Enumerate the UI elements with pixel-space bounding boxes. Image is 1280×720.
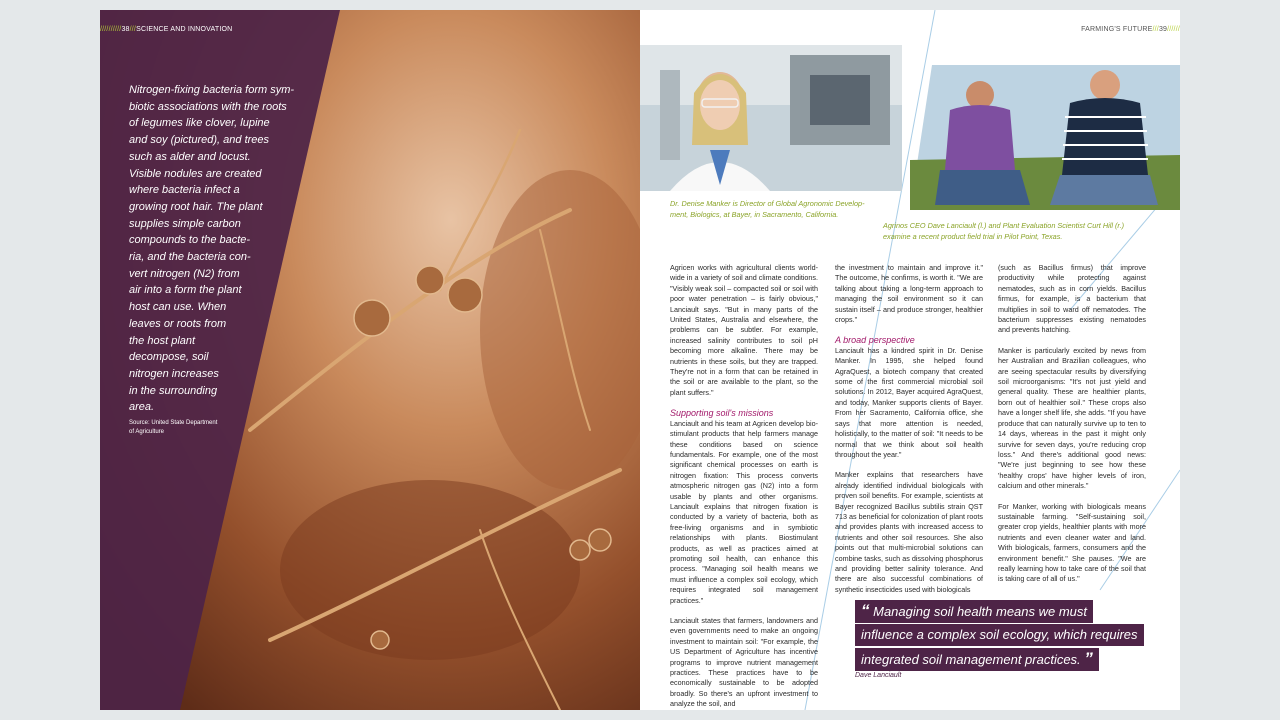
paragraph: Agricen works with agricultural clients world-wide in a variety of soil and climate conditions. "Visibly weak soil – compacted soil or soil with poor water penetration – is fairly obvious," Lanciault says. "But in many parts of the United States, Australia and elsewhere, the problems can be subtler. For example, increased salinity contributes to soil pH becoming more alkaline. There may be nutrients in these soils, but they are trapped. They're not in a form that can be retained in the soil or are available to the plant, so the plant suffers." bbox=[670, 263, 818, 397]
lab-scientist-photo bbox=[640, 45, 902, 191]
page-number-right: 39 bbox=[1158, 26, 1168, 33]
article-column-2 bbox=[835, 263, 983, 605]
paragraph: Manker is particularly excited by news from her Australian and Brazilian colleagues, who are seeing spectacular results by diversifying soil microorganisms: "It's not just yield and general quality. These are healthier plants, born out of healthier soil." These crops also have a longer shelf life, she adds. "If you have produce that can naturally survive up to ten to 14 days, whereas in the past it might only survive for seven days, you're reducing crop loss." And there's additional good news: "We're just beginning to see how these 'healthy crops' have higher levels of iron, calcium and other minerals." bbox=[998, 345, 1146, 491]
paragraph: Manker explains that researchers have already identified individual biologicals with proven soil benefits. For example, scientists at Bayer recognized Bacillus subtilis strain QST 713 as beneficial for colonization of plant roots and provides plants with increased access to nutrients and other soil resources. She also points out that multi-microbial solutions can combine tasks, such as dissolving phosphorus and providing better salinity tolerance. And there are also successful combinations of synthetic insecticides used with biologicals bbox=[835, 470, 983, 594]
article-column-1 bbox=[670, 263, 818, 710]
sidebar-text: Nitrogen-fixing bacteria form sym- biotic associations with the roots of legumes like clover, lupine and soy (pictured), and trees such as alder and locust. Visible nodules are created where bacteria infect a growing root hair. The plant supplies simple carbon compounds to the bacte- ria, and the bacteria con- vert nitrogen (N2) from air into a form the plant host can use. When leaves or roots from the host plant decompose, soil nitrogen increases in the surrounding area. Source: United State Department of Agriculture bbox=[129, 84, 295, 435]
subheading-broad-perspective: A broad perspective bbox=[835, 335, 915, 346]
field-trial-photo bbox=[910, 65, 1180, 210]
pull-quote-line-1: “ Managing soil health means we must bbox=[855, 600, 1093, 623]
subheading-supporting-soil: Supporting soil's missions bbox=[670, 408, 774, 419]
paragraph: Lanciault states that farmers, landowners and even governments need to make an ongoing investment to maintain soil: "For example, the US Department of Agriculture has incentive programs to improve nutrient management practices. These practices have to be economically sustainable to be adopted broadly. So there's an upfront investment to analyze the soil, and bbox=[670, 616, 818, 709]
section-title: SCIENCE AND INNOVATION bbox=[136, 26, 233, 33]
left-page bbox=[100, 10, 640, 710]
right-page bbox=[640, 10, 1180, 710]
lab-photo-caption: Dr. Denise Manker is Director of Global Agronomic Develop- ment, Biologics, at Bayer, in Sacramento, California. bbox=[670, 199, 865, 219]
magazine-spread bbox=[100, 10, 1180, 710]
running-title: FARMING'S FUTURE bbox=[1081, 26, 1153, 33]
pull-quote-attribution: Dave Lanciault bbox=[855, 672, 902, 679]
article-column-3 bbox=[998, 263, 1146, 595]
sidebar-source: Source: United State Department of Agriculture bbox=[129, 420, 218, 435]
paragraph: the investment to maintain and improve it." The outcome, he confirms, is worth it. "We are talking about taking a long-term approach to managing the soil environment so it can sustain itself – and produce stronger, healthier crops." bbox=[835, 263, 983, 325]
paragraph: Lanciault and his team at Agricen develop bio-stimulant products that help farmers manage these conditions based on science fundamentals. For example, one of the most significant chemical processes on earth is nitrogen fixation: This process converts atmospheric nitrogen gas (N2) into a form usable by plants and other organisms. Lanciault explains that nitrogen fixation is conducted by a variety of bacteria, both as free-living organisms and in symbiotic relationships with plants. Biostimulant products, as well as practices aimed at promoting soil health, can enhance this process. "Managing soil health means we must influence a complex soil ecology, which requires integrated soil management practices." bbox=[670, 418, 818, 605]
field-photo-caption: Agrinos CEO Dave Lanciault (l.) and Plant Evaluation Scientist Curt Hill (r.) examine a recent product field trial in Pilot Point, Texas. bbox=[883, 221, 1125, 241]
close-quote-icon: ” bbox=[1084, 649, 1093, 668]
open-quote-icon: “ bbox=[861, 601, 870, 620]
left-page-header: //////////38///SCIENCE AND INNOVATION bbox=[100, 26, 233, 33]
paragraph: Lanciault has a kindred spirit in Dr. Denise Manker. In 1995, she helped found AgraQuest, a biotech company that created some of the first commercial microbial soil solutions. In 2012, Bayer acquired AgraQuest, and today, Manker supports clients of Bayer. From her Sacramento, California office, she says that more attention is needed, holistically, to the matter of soil: "It needs to be normal that we think about soil health throughout the year." bbox=[835, 345, 983, 459]
paragraph: (such as Bacillus firmus) that improve productivity while protecting against nematodes, such as in corn yields. Bacillus firmus, for example, is a bacterium that multiplies in soil to ward off nematodes. The bacterium suppresses existing nematodes and prevents hatching. bbox=[998, 263, 1146, 335]
paragraph: For Manker, working with biologicals means sustainable farming. "Self-sustaining soil, greater crop yields, healthier plants with more nutrients and even cleaner water and land. With biologicals, farmers, consumers and the environment benefit." She pauses. "We are really learning how to take care of the soil that is taking care of all of us." bbox=[998, 501, 1146, 584]
page-number-left: 38 bbox=[121, 26, 130, 33]
right-page-header: FARMING'S FUTURE///39////// bbox=[1081, 26, 1180, 33]
pull-quote-line-2: influence a complex soil ecology, which requires bbox=[855, 624, 1144, 646]
pull-quote-line-3: integrated soil management practices. ” bbox=[855, 648, 1099, 671]
